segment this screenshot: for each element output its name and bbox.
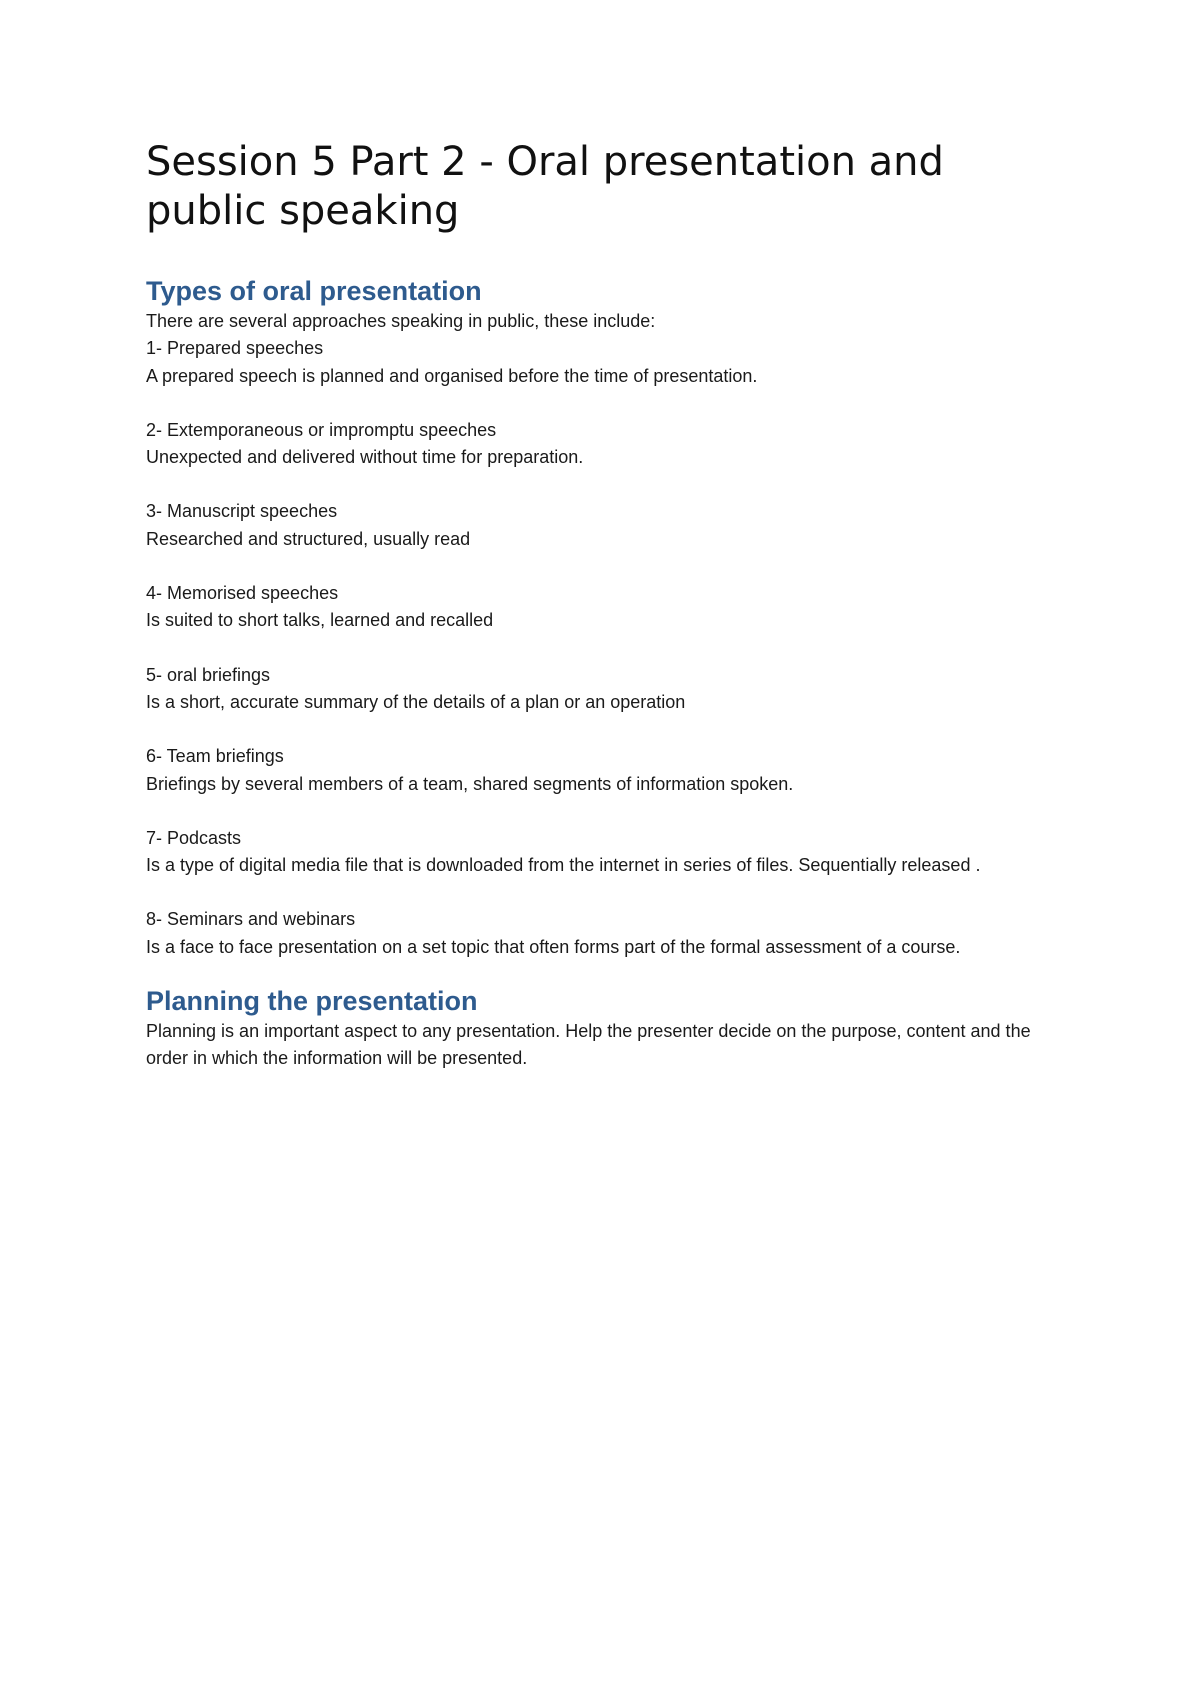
section-heading-types: Types of oral presentation	[146, 276, 482, 306]
list-item-title: 6- Team briefings	[146, 746, 284, 767]
list-item	[146, 417, 1046, 472]
list-item-title: 2- Extemporaneous or impromptu speeches	[146, 419, 497, 440]
list-item	[146, 662, 1046, 717]
document-title: Session 5 Part 2 - Oral presentation and public speaking	[146, 139, 944, 234]
list-item	[146, 825, 1046, 880]
list-item-description: Briefings by several members of a team, shared segments of information spoken.	[146, 773, 794, 794]
list-item-description: Unexpected and delivered without time for preparation.	[146, 447, 584, 468]
list-item-description: Is a short, accurate summary of the details of a plan or an operation	[146, 691, 686, 712]
list-item-title: 3- Manuscript speeches	[146, 501, 338, 522]
list-item-title: 4- Memorised speeches	[146, 583, 339, 604]
list-item	[146, 498, 1046, 553]
list-item	[146, 906, 1046, 961]
section-body: Planning is an important aspect to any presentation. Help the presenter decide on the purpose, content and the order in which the information will be presented.	[146, 1021, 1031, 1069]
list-item	[146, 335, 1046, 390]
document-page	[146, 138, 1046, 1073]
list-item	[146, 743, 1046, 798]
list-item-title: 8- Seminars and webinars	[146, 909, 356, 930]
list-item-description: A prepared speech is planned and organised before the time of presentation.	[146, 365, 758, 386]
list-item-description: Is a face to face presentation on a set topic that often forms part of the formal assessment of a course.	[146, 936, 961, 957]
list-item-description: Researched and structured, usually read	[146, 528, 471, 549]
section-heading-planning: Planning the presentation	[146, 986, 478, 1017]
list-item-title: 5- oral briefings	[146, 664, 271, 685]
list-item	[146, 580, 1046, 635]
section-intro: There are several approaches speaking in public, these include:	[146, 311, 656, 331]
list-item-title: 1- Prepared speeches	[146, 338, 324, 359]
list-item-title: 7- Podcasts	[146, 827, 242, 848]
list-item-description: Is a type of digital media file that is downloaded from the internet in series of files. Sequentially released .	[146, 855, 981, 876]
list-item-description: Is suited to short talks, learned and recalled	[146, 610, 494, 631]
